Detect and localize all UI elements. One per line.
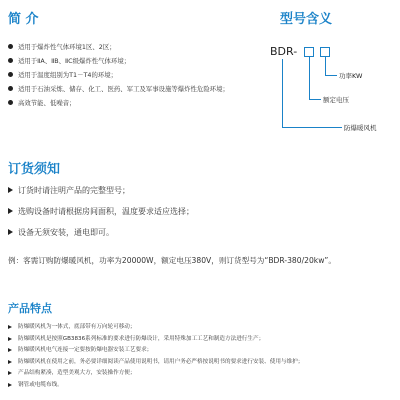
list-item-text: 高效节能、低噪音； — [18, 99, 76, 107]
bullet-icon — [8, 86, 13, 91]
bullet-icon — [8, 58, 13, 63]
arrow-bullet-icon — [8, 337, 12, 341]
bullet-icon — [8, 72, 13, 77]
features-list — [8, 322, 303, 391]
model-heading: 型号含义 — [280, 12, 333, 27]
list-item — [8, 54, 229, 68]
list-item — [8, 334, 303, 346]
list-item-text: 防爆暖风机是按照GB3836系列标准的要求进行防爆设计，采用特殊加工工艺和制造方法进行生产； — [18, 335, 265, 342]
intro-list — [8, 40, 229, 110]
order-heading: 订货须知 — [8, 162, 61, 177]
list-item — [8, 201, 194, 222]
list-item-text: 防爆暖风机在使用之前，务必要详细阅读产品使用说明书，请用户务必严格按说明书的要求进行安装、使用与维护； — [18, 358, 304, 365]
list-item-text: 钢管或电缆布线。 — [18, 381, 63, 388]
product-connector-line — [282, 59, 283, 127]
arrow-bullet-icon — [8, 371, 12, 375]
bullet-icon — [8, 100, 13, 105]
order-example-text: 例：客需订购防爆暖风机，功率为20000W，额定电压380V，则订货型号为“BDR-380/20kw”。 — [8, 256, 336, 265]
list-item — [8, 68, 229, 82]
list-item — [8, 82, 229, 96]
intro-heading: 简 介 — [8, 12, 39, 27]
list-item-text: 选购设备时请根据房间面积，温度要求适应选择； — [18, 207, 194, 216]
arrow-bullet-icon — [8, 187, 13, 193]
list-item-text: 防爆暖风机为一体式，底部带有万向轮可移动； — [18, 324, 136, 330]
list-item-text: 设备无须安装，通电即可。 — [18, 228, 114, 237]
list-item-text: 适用于爆炸性气体环境1区、2区； — [18, 43, 116, 51]
list-item-text: 防爆暖风机电气连接一定要按防爆电器安装工艺要求； — [18, 347, 153, 353]
list-item — [8, 357, 303, 369]
power-label: 功率KW — [339, 72, 363, 80]
list-item — [8, 368, 303, 380]
list-item — [8, 40, 229, 54]
voltage-label: 额定电压 — [323, 96, 349, 104]
power-connector-line — [325, 75, 337, 76]
list-item — [8, 222, 194, 243]
list-item-text: 适用于石油采炼、储存、化工、医药、军工及军事设施等爆炸性危险环境； — [18, 85, 229, 93]
voltage-connector-line — [309, 99, 321, 100]
voltage-connector-line — [309, 57, 310, 99]
list-item-text: 适用于温度组别为T1－T4的环境； — [18, 71, 118, 79]
bullet-icon — [8, 44, 13, 49]
list-item — [8, 96, 229, 110]
product-connector-line — [282, 127, 342, 128]
model-voltage-box — [304, 47, 314, 57]
list-item — [8, 345, 303, 357]
power-connector-line — [325, 57, 326, 75]
features-heading: 产品特点 — [8, 302, 52, 315]
model-code-prefix: BDR- — [270, 45, 298, 58]
order-list — [8, 180, 194, 243]
arrow-bullet-icon — [8, 325, 12, 329]
arrow-bullet-icon — [8, 208, 13, 214]
model-diagram — [270, 45, 395, 140]
product-label: 防爆暖风机 — [344, 124, 377, 132]
list-item-text: 适用于ⅡA、ⅡB、ⅡC级爆炸性气体环境； — [18, 57, 131, 65]
arrow-bullet-icon — [8, 229, 13, 235]
arrow-bullet-icon — [8, 383, 12, 387]
arrow-bullet-icon — [8, 348, 12, 352]
list-item-text: 产品结构紧凑，造型美观大方，安装操作方便； — [18, 370, 136, 376]
list-item-text: 订货时请注明产品的完整型号； — [18, 186, 130, 195]
list-item — [8, 322, 303, 334]
list-item — [8, 180, 194, 201]
model-power-box — [320, 47, 330, 57]
list-item — [8, 380, 303, 392]
arrow-bullet-icon — [8, 360, 12, 364]
